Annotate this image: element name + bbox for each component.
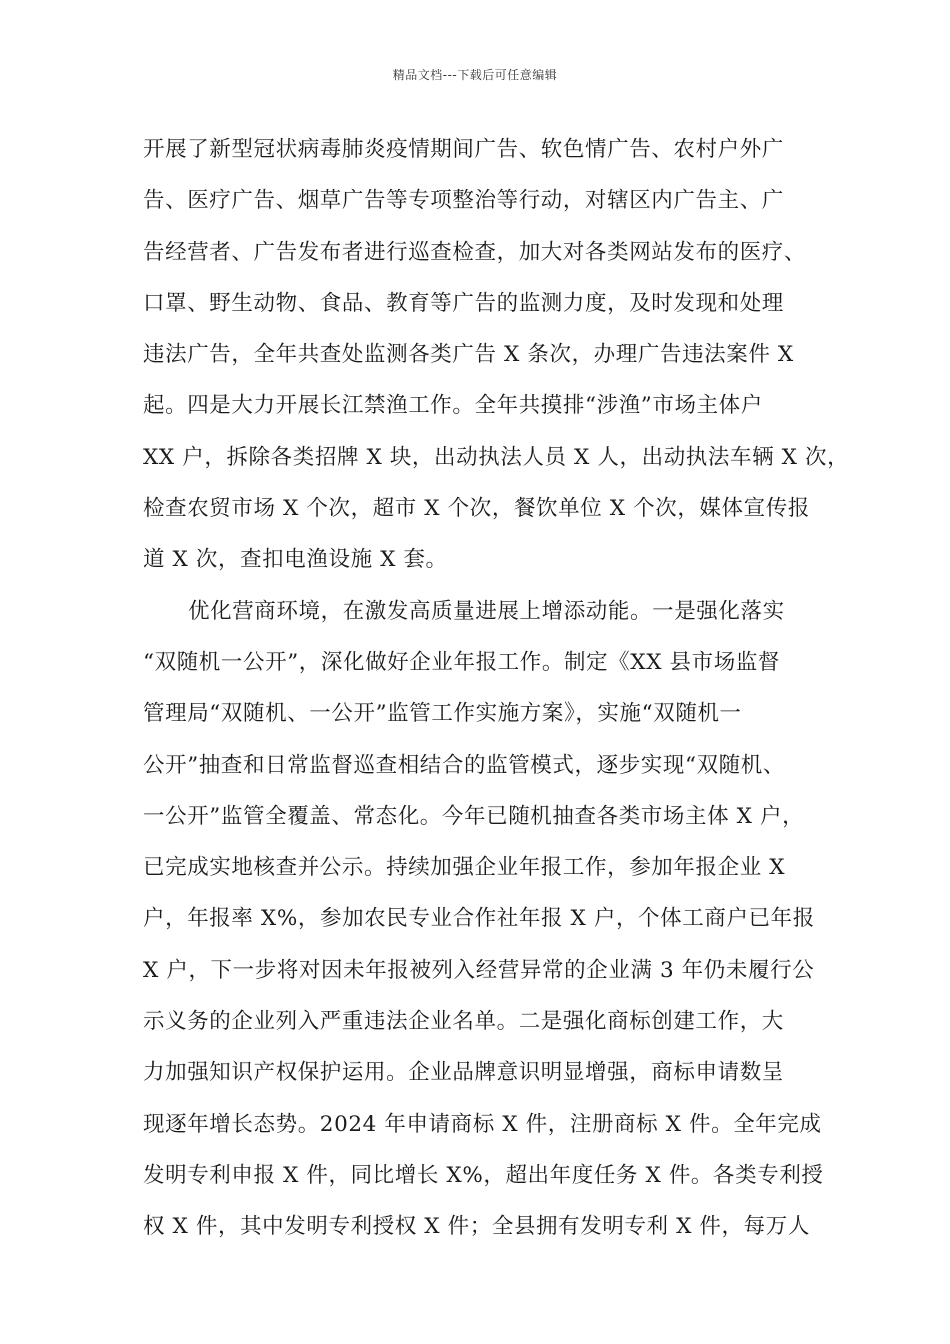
- text-line: 告经营者、广告发布者进行巡查检查，加大对各类网站发布的医疗、: [143, 239, 807, 265]
- text-line: 发明专利申报 X 件，同比增长 X%，超出年度任务 X 件。各类专利授: [143, 1162, 824, 1188]
- text-line: 优化营商环境，在激发高质量进展上增添动能。一是强化落实: [188, 598, 785, 624]
- text-line: 力加强知识产权保护运用。企业品牌意识明显增强，商标申请数呈: [143, 1060, 784, 1086]
- paragraph-1: [143, 124, 850, 586]
- text-line: 起。四是大力开展长江禁渔工作。全年共摸排“涉渔”市场主体户: [143, 393, 763, 419]
- document-body: [143, 124, 850, 1253]
- text-line: 开展了新型冠状病毒肺炎疫情期间广告、软色情广告、农村户外广: [143, 137, 784, 162]
- text-line: “双随机一公开”，深化做好企业年报工作。制定《XX 县市场监督: [143, 649, 781, 675]
- text-line: 违法广告，全年共查处监测各类广告 X 条次，办理广告违法案件 X: [143, 342, 794, 368]
- text-line: X 户，下一步将对因未年报被列入经营异常的企业满 3 年仍未履行公: [143, 957, 815, 983]
- text-line: 道 X 次，查扣电渔设施 X 套。: [143, 547, 448, 573]
- text-line: 公开”抽查和日常监督巡查相结合的监管模式，逐步实现“双随机、: [143, 752, 785, 778]
- paragraph-2: [143, 586, 823, 1253]
- page-header: 精品文档---下载后可任意编辑: [392, 68, 558, 82]
- text-line: 示义务的企业列入严重违法企业名单。二是强化商标创建工作，大: [143, 1009, 784, 1035]
- text-line: 口罩、野生动物、食品、教育等广告的监测力度，及时发现和处理: [143, 290, 784, 316]
- text-line: 权 X 件，其中发明专利授权 X 件；全县拥有发明专利 X 件，每万人: [143, 1214, 810, 1240]
- text-line: XX 户，拆除各类招牌 X 块，出动执法人员 X 人，出动执法车辆 X 次，: [143, 444, 850, 470]
- text-line: 告、医疗广告、烟草广告等专项整治等行动，对辖区内广告主、广: [143, 188, 784, 214]
- text-line: 一公开”监管全覆盖、常态化。今年已随机抽查各类市场主体 X 户，: [143, 803, 805, 829]
- text-line: 现逐年增长态势。2024 年申请商标 X 件，注册商标 X 件。全年完成: [143, 1111, 822, 1137]
- text-line: 检查农贸市场 X 个次，超市 X 个次，餐饮单位 X 个次，媒体宣传报: [143, 496, 810, 522]
- text-line: 已完成实地核查并公示。持续加强企业年报工作，参加年报企业 X: [143, 855, 786, 881]
- text-line: 管理局“双随机、一公开”监管工作实施方案》，实施“双随机一: [143, 701, 742, 727]
- text-line: 户，年报率 X%，参加农民专业合作社年报 X 户，个体工商户已年报: [143, 906, 815, 932]
